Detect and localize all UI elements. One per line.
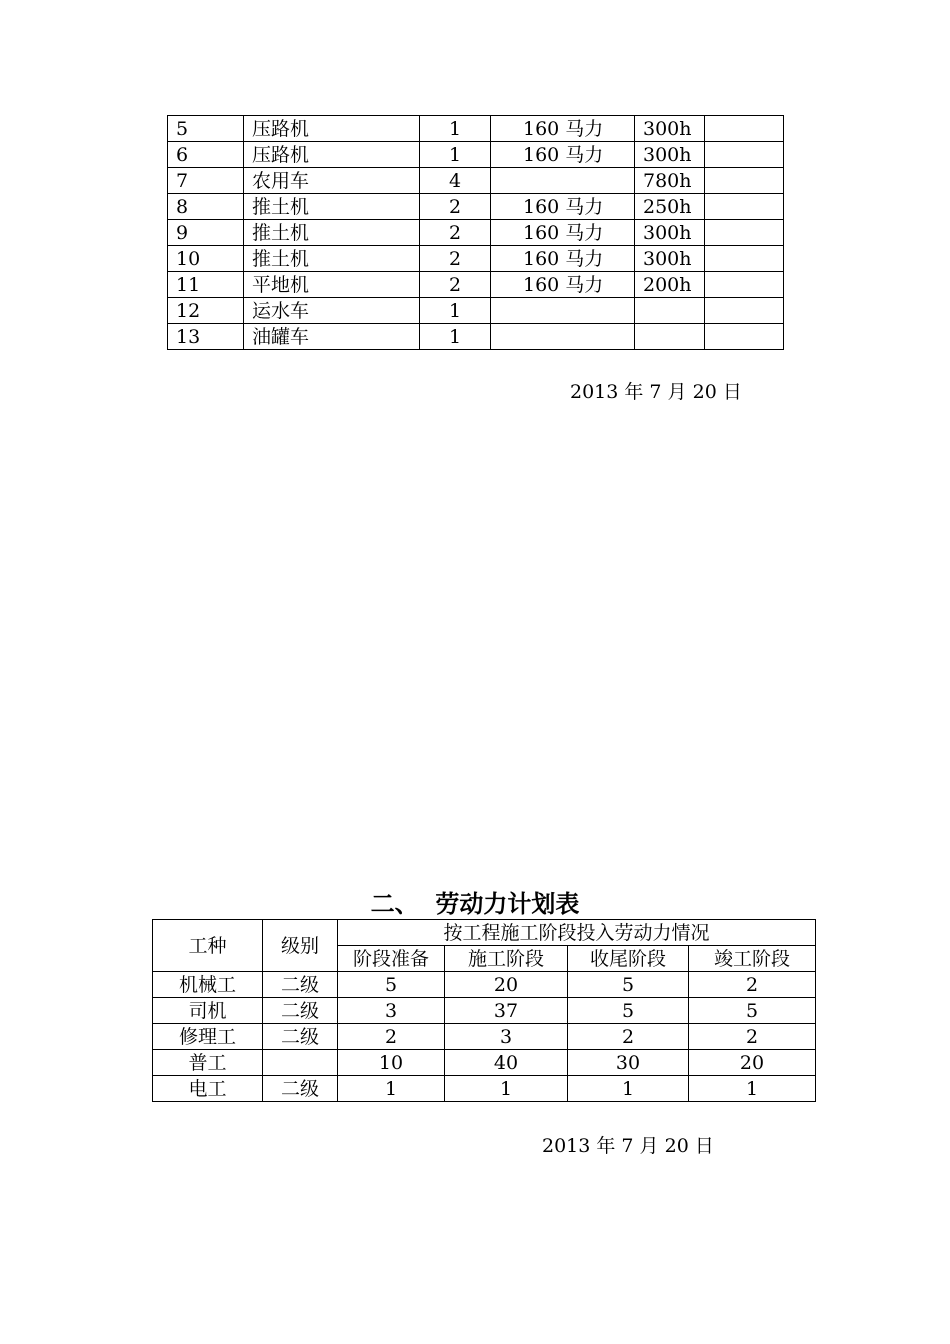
cell-spec: 160 马力 — [491, 272, 635, 298]
labor-plan-table — [152, 919, 816, 1102]
equipment-table-body — [168, 116, 784, 350]
cell-qty: 2 — [420, 220, 491, 246]
cell-value: 5 — [689, 998, 816, 1024]
table-row — [168, 324, 784, 350]
table-row — [168, 168, 784, 194]
cell-qty: 2 — [420, 194, 491, 220]
cell-spec — [491, 324, 635, 350]
cell-grade — [263, 1050, 338, 1076]
header-trade: 工种 — [153, 920, 263, 972]
table-row — [168, 194, 784, 220]
cell-value: 1 — [689, 1076, 816, 1102]
cell-no: 10 — [168, 246, 244, 272]
cell-value: 1 — [338, 1076, 445, 1102]
table-row — [168, 142, 784, 168]
cell-value: 2 — [689, 972, 816, 998]
cell-name: 平地机 — [244, 272, 420, 298]
cell-name: 运水车 — [244, 298, 420, 324]
cell-no: 11 — [168, 272, 244, 298]
cell-value: 20 — [445, 972, 568, 998]
header-grade: 级别 — [263, 920, 338, 972]
cell-hours: 300h — [635, 220, 705, 246]
cell-grade: 二级 — [263, 1076, 338, 1102]
cell-trade: 普工 — [153, 1050, 263, 1076]
cell-value: 2 — [568, 1024, 689, 1050]
cell-value: 37 — [445, 998, 568, 1024]
cell-no: 12 — [168, 298, 244, 324]
cell-hours: 300h — [635, 142, 705, 168]
cell-note — [705, 194, 784, 220]
header-phase-group: 按工程施工阶段投入劳动力情况 — [338, 920, 816, 946]
cell-value: 1 — [568, 1076, 689, 1102]
labor-date: 2013 年 7 月 20 日 — [542, 1135, 714, 1157]
cell-no: 13 — [168, 324, 244, 350]
cell-name: 推土机 — [244, 220, 420, 246]
cell-hours: 780h — [635, 168, 705, 194]
cell-note — [705, 272, 784, 298]
cell-value: 40 — [445, 1050, 568, 1076]
cell-qty: 1 — [420, 142, 491, 168]
cell-value: 10 — [338, 1050, 445, 1076]
cell-value: 5 — [568, 998, 689, 1024]
cell-qty: 1 — [420, 298, 491, 324]
cell-note — [705, 142, 784, 168]
cell-trade: 机械工 — [153, 972, 263, 998]
cell-value: 20 — [689, 1050, 816, 1076]
cell-spec — [491, 168, 635, 194]
cell-name: 农用车 — [244, 168, 420, 194]
cell-value: 2 — [689, 1024, 816, 1050]
cell-qty: 4 — [420, 168, 491, 194]
equipment-date: 2013 年 7 月 20 日 — [570, 381, 742, 403]
cell-hours: 300h — [635, 116, 705, 142]
cell-spec: 160 马力 — [491, 220, 635, 246]
header-phase: 收尾阶段 — [568, 946, 689, 972]
labor-table-body — [153, 972, 816, 1102]
cell-value: 5 — [338, 972, 445, 998]
cell-grade: 二级 — [263, 972, 338, 998]
header-phase: 施工阶段 — [445, 946, 568, 972]
table-row — [153, 1076, 816, 1102]
cell-value: 3 — [338, 998, 445, 1024]
cell-value: 2 — [338, 1024, 445, 1050]
table-row — [153, 972, 816, 998]
cell-note — [705, 220, 784, 246]
cell-no: 6 — [168, 142, 244, 168]
table-row — [153, 1024, 816, 1050]
equipment-table — [167, 115, 784, 350]
cell-value: 3 — [445, 1024, 568, 1050]
header-phase: 竣工阶段 — [689, 946, 816, 972]
cell-grade: 二级 — [263, 1024, 338, 1050]
table-row — [153, 1050, 816, 1076]
cell-note — [705, 168, 784, 194]
cell-value: 5 — [568, 972, 689, 998]
cell-qty: 2 — [420, 272, 491, 298]
labor-header-row — [153, 920, 816, 946]
cell-no: 8 — [168, 194, 244, 220]
labor-plan-title: 二、 劳动力计划表 — [370, 890, 580, 918]
cell-qty: 1 — [420, 116, 491, 142]
cell-note — [705, 324, 784, 350]
table-row — [168, 246, 784, 272]
cell-qty: 2 — [420, 246, 491, 272]
table-row — [168, 272, 784, 298]
header-phase: 阶段准备 — [338, 946, 445, 972]
cell-hours: 250h — [635, 194, 705, 220]
cell-hours: 300h — [635, 246, 705, 272]
cell-name: 压路机 — [244, 142, 420, 168]
cell-name: 压路机 — [244, 116, 420, 142]
cell-grade: 二级 — [263, 998, 338, 1024]
cell-spec: 160 马力 — [491, 246, 635, 272]
table-row — [168, 220, 784, 246]
table-row — [168, 298, 784, 324]
cell-trade: 电工 — [153, 1076, 263, 1102]
table-row — [168, 116, 784, 142]
cell-hours: 200h — [635, 272, 705, 298]
cell-note — [705, 246, 784, 272]
cell-hours — [635, 298, 705, 324]
cell-spec — [491, 298, 635, 324]
cell-trade: 修理工 — [153, 1024, 263, 1050]
cell-trade: 司机 — [153, 998, 263, 1024]
cell-no: 5 — [168, 116, 244, 142]
cell-hours — [635, 324, 705, 350]
cell-name: 推土机 — [244, 246, 420, 272]
cell-spec: 160 马力 — [491, 142, 635, 168]
cell-spec: 160 马力 — [491, 116, 635, 142]
cell-name: 油罐车 — [244, 324, 420, 350]
cell-name: 推土机 — [244, 194, 420, 220]
cell-no: 7 — [168, 168, 244, 194]
table-row — [153, 998, 816, 1024]
cell-spec: 160 马力 — [491, 194, 635, 220]
cell-qty: 1 — [420, 324, 491, 350]
cell-note — [705, 116, 784, 142]
cell-note — [705, 298, 784, 324]
cell-no: 9 — [168, 220, 244, 246]
cell-value: 1 — [445, 1076, 568, 1102]
cell-value: 30 — [568, 1050, 689, 1076]
